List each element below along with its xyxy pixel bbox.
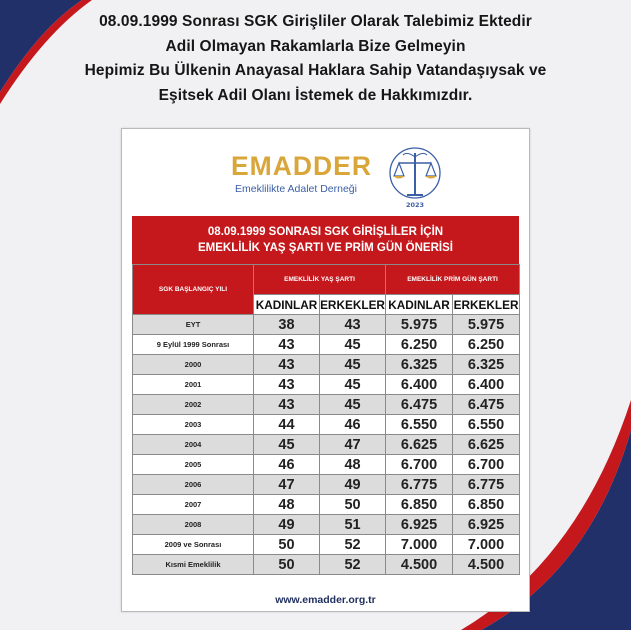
subheader-men-age: ERKEKLER [320,295,386,315]
cell-age-women: 38 [254,315,320,335]
row-label: 2002 [133,395,254,415]
table-row [133,395,520,415]
cell-age-women: 50 [254,535,320,555]
row-label: 2003 [133,415,254,435]
cell-days-men: 6.625 [453,435,520,455]
cell-days-women: 6.475 [386,395,453,415]
row-label: EYT [133,315,254,335]
cell-age-women: 50 [254,555,320,575]
emblem-year: 2023 [405,201,425,209]
cell-days-men: 4.500 [453,555,520,575]
table-row [133,455,520,475]
table-row [133,435,520,455]
table-row [133,475,520,495]
cell-age-women: 46 [254,455,320,475]
header-premium-days: EMEKLİLİK PRİM GÜN ŞARTI [386,265,520,295]
cell-days-men: 6.850 [453,495,520,515]
row-label: 2005 [133,455,254,475]
cell-days-men: 6.325 [453,355,520,375]
cell-age-women: 48 [254,495,320,515]
website-link[interactable]: www.emadder.org.tr [275,594,376,606]
cell-days-women: 6.625 [386,435,453,455]
row-label: 2006 [133,475,254,495]
cell-days-women: 6.325 [386,355,453,375]
cell-age-men: 49 [320,475,386,495]
headline-line-1: 08.09.1999 Sonrası SGK Girişliler Olarak Talebimiz Ektedir [99,13,532,30]
subheader-men-days: ERKEKLER [453,295,520,315]
table-banner [132,216,519,264]
cell-days-women: 6.925 [386,515,453,535]
cell-age-men: 46 [320,415,386,435]
cell-days-women: 5.975 [386,315,453,335]
cell-age-women: 49 [254,515,320,535]
cell-age-men: 47 [320,435,386,455]
headline [0,10,631,108]
cell-age-women: 43 [254,335,320,355]
subheader-women-age: KADINLAR [254,295,320,315]
logo-tagline: Emeklilikte Adalet Derneği [235,183,357,195]
header-start-year: SGK BAŞLANGIÇ YILI [133,265,254,315]
row-label: 2004 [133,435,254,455]
subheader-women-days: KADINLAR [386,295,453,315]
cell-age-men: 51 [320,515,386,535]
row-label: 9 Eylül 1999 Sonrası [133,335,254,355]
cell-age-women: 43 [254,355,320,375]
cell-days-men: 6.700 [453,455,520,475]
table-row [133,515,520,535]
cell-days-women: 6.250 [386,335,453,355]
cell-age-women: 44 [254,415,320,435]
cell-age-women: 45 [254,435,320,455]
cell-age-women: 43 [254,395,320,415]
banner-line-1: 08.09.1999 SONRASI SGK GİRİŞLİLER İÇİN [207,226,444,238]
cell-age-men: 52 [320,535,386,555]
retirement-table [132,264,520,575]
info-card [121,128,530,612]
cell-age-men: 48 [320,455,386,475]
row-label: 2009 ve Sonrası [133,535,254,555]
cell-days-men: 6.400 [453,375,520,395]
cell-days-men: 6.925 [453,515,520,535]
row-label: 2007 [133,495,254,515]
cell-days-men: 6.775 [453,475,520,495]
cell-age-men: 45 [320,355,386,375]
cell-age-men: 45 [320,395,386,415]
table-row [133,555,520,575]
cell-days-men: 6.550 [453,415,520,435]
cell-age-men: 52 [320,555,386,575]
headline-line-3: Hepimiz Bu Ülkenin Anayasal Haklara Sahip Vatandaşıysak ve [84,62,547,79]
table-row [133,495,520,515]
logo-wordmark: EMADDER [231,151,372,181]
cell-age-men: 43 [320,315,386,335]
cell-days-men: 6.250 [453,335,520,355]
row-label: Kısmi Emeklilik [133,555,254,575]
justice-scale-emblem-icon [387,143,443,211]
table-row [133,535,520,555]
row-label: 2008 [133,515,254,535]
headline-line-2: Adil Olmayan Rakamlarla Bize Gelmeyin [165,37,466,55]
table-row [133,355,520,375]
cell-age-women: 43 [254,375,320,395]
table-row [133,375,520,395]
cell-days-women: 6.775 [386,475,453,495]
banner-line-2: EMEKLİLİK YAŞ ŞARTI VE PRİM GÜN ÖNERİSİ [198,242,453,254]
cell-age-men: 45 [320,375,386,395]
cell-days-women: 6.700 [386,455,453,475]
cell-days-women: 6.400 [386,375,453,395]
cell-age-men: 50 [320,495,386,515]
cell-age-men: 45 [320,335,386,355]
table-row [133,315,520,335]
cell-age-women: 47 [254,475,320,495]
cell-days-women: 7.000 [386,535,453,555]
headline-line-4: Eşitsek Adil Olanı İstemek de Hakkımızdır. [158,86,473,104]
row-label: 2001 [133,375,254,395]
header-age-requirement: EMEKLİLİK YAŞ ŞARTI [254,265,386,295]
table-row [133,415,520,435]
row-label: 2000 [133,355,254,375]
cell-days-men: 6.475 [453,395,520,415]
cell-days-men: 5.975 [453,315,520,335]
cell-days-women: 4.500 [386,555,453,575]
cell-days-women: 6.850 [386,495,453,515]
table-row [133,335,520,355]
cell-days-men: 7.000 [453,535,520,555]
cell-days-women: 6.550 [386,415,453,435]
